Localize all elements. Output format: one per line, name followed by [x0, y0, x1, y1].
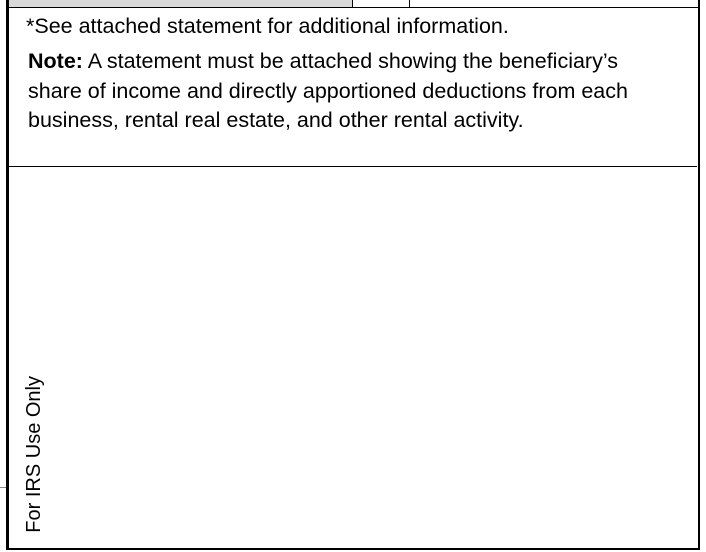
note-text: A statement must be attached showing the beneficiary’s share of income and directly apportioned deductions from each business, rental real estate, and other rental activity.: [28, 49, 628, 132]
see-attached-note: *See attached statement for additional information.: [26, 14, 509, 38]
statement-section: [9, 8, 697, 167]
previous-row-remnant: [9, 0, 698, 8]
note-label: Note:: [28, 49, 83, 73]
margin-tick: [0, 487, 6, 488]
irs-use-only-label: For IRS Use Only: [23, 376, 45, 533]
irs-use-only-area: [9, 167, 697, 548]
attachment-note: [28, 47, 668, 136]
shaded-cell: [9, 0, 353, 7]
